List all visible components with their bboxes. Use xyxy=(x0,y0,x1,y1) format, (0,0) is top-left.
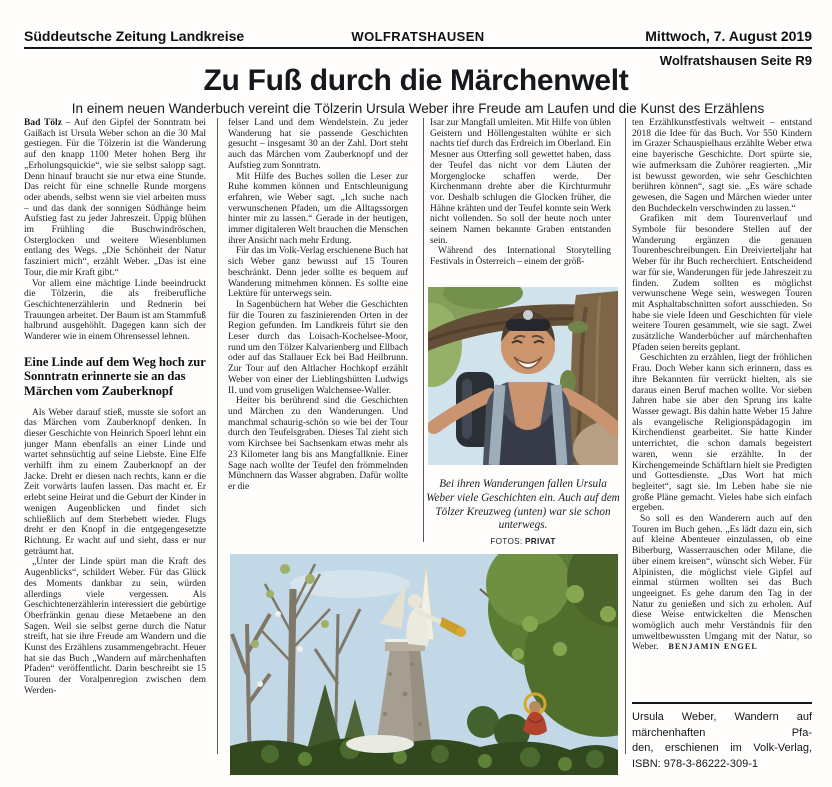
book-reference-rule xyxy=(632,702,812,704)
statue-photo xyxy=(230,554,618,775)
hiker-photo-illustration xyxy=(428,287,618,465)
paragraph: Bad Tölz – Auf den Gipfel der Sonntratn bei Gaißach ist Ursula Weber schon an die 30 Mal gestiegen. Für die Tölzerin ist die Wanderung auf den knapp 1100 Meter hohen Berg ihr „Erholungsquickie“, wie sie selbst salopp sagt. Denn hinauf braucht sie nur etwa eine Stunde. Das reicht für eine schnelle Runde morgens oder abends, selbst wenn sie viel arbeiten muss – und das dank der sonnigen Südhänge beim Aufstieg fast zu jeder Jahreszeit. Üppig blühen im Frühling die Buschwindröschen, Osterglocken und weitere Wiesenblumen entlang des Wegs. „Die Schönheit der Natur fasziniert mich“, erzählt Weber. „Das ist eine Tour, die mir Kraft gibt.“ xyxy=(24,118,206,278)
article-column-3 xyxy=(430,118,611,284)
photo-credit-value: PRIVAT xyxy=(525,537,556,547)
photo-credit xyxy=(424,535,622,549)
paragraph: ten Erzählkunstfestivals weltweit – entstand 2018 die Idee für das Buch. Vor 550 Kindern im Grazer Schauspielhaus erzählte Weber etwa eine bayerische Geschichte. Dort spürte sie, wie aufmerksam die Zuhörer reagierten. „Mir ist bewusst geworden, wie sehr Geschichten berühren können“, sagt sie. „Es wäre schade gewesen, die Sagen und Märchen wieder unter den Buchdeckeln verschwinden zu lassen.“ xyxy=(632,118,812,214)
angel-statue-photo-illustration xyxy=(230,554,618,775)
paragraph: Heiter bis berührend sind die Geschichten und Märchen zu den Wanderungen. Und manchmal schaurig-schön so wie bei der Tour durch den Teufelsgraben. Dieses Tal zieht sich vom Kirchsee bei Sachsenkam etwas mehr als 23 Kilometer lang bis ans Mangfallknie. Einer Sage nach wollte der Teufel den frömmelnden Münchnern das Wasser abgraben. Dafür wollte er die xyxy=(228,396,408,492)
column-rule-3 xyxy=(625,118,626,754)
masthead-rule xyxy=(24,47,812,49)
column-rule-1 xyxy=(217,118,218,754)
masthead xyxy=(24,28,812,48)
page-info: Wolfratshausen Seite R9 xyxy=(659,53,812,68)
paragraph: Für das im Volk-Verlag erschienene Buch hat sich Weber ganz bewusst auf 15 Touren beschränkt. Denn jeder sollte es bequem auf Wanderung mitnehmen können. Es sollte eine Lektüre für unterwegs sein. xyxy=(228,246,408,300)
paragraph: Isar zur Mangfall umleiten. Mit Hilfe von üblen Geistern und Höllengestalten wühlte er sich nachts tief durch das Erdreich im Oberland. Ein Mesner aus Otterfing soll gewettet haben, dass der Teufel das nicht vor dem Läuten der Morgenglocke schaffen werde. Der Kirchenmann drehte aber die Kirchturmuhr vor. Deshalb schlugen die Glocken früher, die Hähne krähten und der Teufel konnte sein Werk nicht vollenden. So soll der heute noch unter seinem Namen bekannte Graben entstanden sein. xyxy=(430,118,611,246)
paragraph: Mit Hilfe des Buches sollen die Leser zur Ruhe kommen können und Entschleunigung erfahren, wie Weber sagt. „Ich suche nach verwunschenen Pfaden, um die Alltagssorgen hinter mir zu lassen.“ Gerade in der heutigen, immer digitaleren Welt brauchen die Menschen ihrer Ansicht nach mehr Erdung. xyxy=(228,171,408,246)
dateline-lead: Bad Tölz xyxy=(24,118,62,128)
book-reference-line: ISBN: 978-3-86222-309-1 xyxy=(632,757,758,770)
paragraph: In Sagenbüchern hat Weber die Geschichten für die Touren zu faszinierenden Orten in der Region gefunden. Im Landkreis führt sie den Leser durch das Loisach-Kochelsee-Moor, rund um den Tölzer Kalvarienberg und Ellbach oder auf das Stallauer Eck bei Bad Heilbrunn. Zur Tour auf den Altlacher Hochkopf erzählt Weber von einer der Lieblingshütten Ludwigs II. und vom gruseligen Walchensee-Waller. xyxy=(228,299,408,396)
paragraph: „Unter der Linde spürt man die Kraft des Augenblicks“, schildert Weber. Für das Glück des Moments dankbar zu sein, würden allerdings viele vergessen. Als Geschichtenerzählerin interessiert die gebürtige Oberfränkin genau diese Metaebene an den Sagen. Weil sie selbst gerne durch die Natur streift, hat sie ihre Freude am Wandern und die Kunst des Erzählens zusammengebracht. Heuer hat sie das Buch „Wandern auf märchenhaften Pfaden“ veröffentlicht. Darin beschreibt sie 15 Touren der Voralpenregion zwischen dem Werden- xyxy=(24,557,206,696)
paragraph: So soll es den Wanderern auch auf den Touren im Buch gehen. „Es lädt dazu ein, sich auf kleine Abenteuer einzulassen, ob eine Biberburg, Wasserrauschen oder Milane, die über einem kreisen“, wünscht sich Weber. Für Alpinisten, die möglichst viele Gipfel auf einmal stürmen wollten sei das Buch ungeeignet. Es gehe darum den Tag in der Natur zu genießen und sich zu erholen. Auf diese Weise entwickelten die Menschen womöglich auch mehr Verständnis für den umweltbewussten Umgang mit der Natur, so Weber. BENJAMIN ENGEL xyxy=(632,514,812,653)
paragraph: Grafiken mit dem Tourenverlauf und Symbole für besondere Stellen auf der Wanderung ergänzen die genauen Tourenbeschreibungen. Ein Dreivierteljahr hat Weber für ihr Buch recherchiert. Entscheidend war für sie, Wanderungen für jede Jahreszeit zu finden. Zudem sollten es möglichst verwunschene Wege sein, weswegen Touren mit Asphaltabschnitten sofort ausschieden. So habe sie viele Ideen und Geschichten für viele weitere Touren gesammelt, wie sie sagt. Zwei zusätzliche Wanderbücher auf märchenhaften Pfaden seien bereits geplant. xyxy=(632,214,812,353)
article-column-1 xyxy=(24,118,206,760)
book-reference-line: den, erschienen im Volk-Verlag, xyxy=(632,742,812,754)
paragraph: Vor allem eine mächtige Linde beeindruckt die Tölzerin, die als freiberufliche Geschichtenerzählerin und Rednerin bei Trauungen arbeitet. Der Baum ist am Stammfuß halbrund ausgehöhlt. Dagegen kann sich der Wanderer wie in einem Ohrensessel lehnen. xyxy=(24,278,206,343)
caption-text: Bei ihren Wanderungen fallen Ursula Weber viele Geschichten ein. Auch auf dem Tölzer Kreuzweg (unten) war sie schon unterwegs. xyxy=(426,478,620,532)
paragraph: felser Land und dem Wendelstein. Zu jeder Wanderung hat sie passende Geschichten gesucht – insgesamt 30 an der Zahl. Dort steht auch das Märchen vom Zauberknopf und der Aufstieg zum Sonntratn. xyxy=(228,118,408,171)
article-column-4 xyxy=(632,118,812,698)
book-reference xyxy=(632,710,812,772)
book-reference-line: Ursula Weber, Wandern auf märchenhaften Pfa- xyxy=(632,711,812,739)
paragraph: Während des International Storytelling Festivals in Österreich – einem der größ- xyxy=(430,246,611,268)
photo-credit-label: FOTOS: xyxy=(490,537,523,547)
paragraph: Als Weber darauf stieß, musste sie sofort an das Märchen vom Zauberknopf denken. In dieser Geschichte von Heinrich Spoerl lehnt ein junger Mann ebenfalls an einer Linde und wartet sehnsüchtig auf seine Liebste. Eine Elfe verhilft ihm zu einem Zauberknopf an der Jacke. Dreht er diesen nach rechts, kann er die Zeit vorwärts laufen lassen. Das macht er. Er erlebt seine Heirat und die Geburt der Kinder in wenigen Augenblicken und findet sich schließlich auf dem Sterbebett wieder. Flugs dreht er den Knopf in die entgegengesetzte Richtung. Er wacht auf und sieht, dass er nur geträumt hat. xyxy=(24,407,206,557)
masthead-region: WOLFRATSHAUSEN xyxy=(351,29,485,44)
crosshead: Eine Linde auf dem Weg hoch zur Sonntratn erinnerte sie an das Märchen vom Zauberknopf xyxy=(24,354,206,398)
article-column-2 xyxy=(228,118,408,552)
masthead-section: Süddeutsche Zeitung Landkreise xyxy=(24,28,245,44)
paragraph: Geschichten zu erzählen, liegt der fröhlichen Frau. Doch Weber kann sich erinnern, dass es ihre Bekannten für verrückt hielten, als sie daraus einen Beruf machen wollte. Vor sieben Jahren habe sie aber den Sprung ins kalte Wasser gewagt. Bis dahin hatte Weber 15 Jahre als evangelische Religionspädagogin im Kirchendienst gearbeitet. Sie hatte Kinder unterrichtet, die schon damals begeistert waren, wenn sie erzählte. In der Kirchengemeinde Schäftlarn hielt sie Predigten und Gottesdienste. „Das Wort hat mich begleitet“, sagt sie. Im Leben habe sie nie große Pläne gemacht. Vieles habe sich einfach ergeben. xyxy=(632,353,812,514)
author-byline: BENJAMIN ENGEL xyxy=(668,642,758,652)
headline: Zu Fuß durch die Märchenwelt xyxy=(203,64,629,97)
masthead-date: Mittwoch, 7. August 2019 xyxy=(645,28,812,44)
portrait-caption xyxy=(424,478,622,549)
subheadline: In einem neuen Wanderbuch vereint die Tölzerin Ursula Weber ihre Freude am Laufen und die Kunst des Erzählens xyxy=(71,101,765,116)
portrait-photo xyxy=(428,287,618,465)
